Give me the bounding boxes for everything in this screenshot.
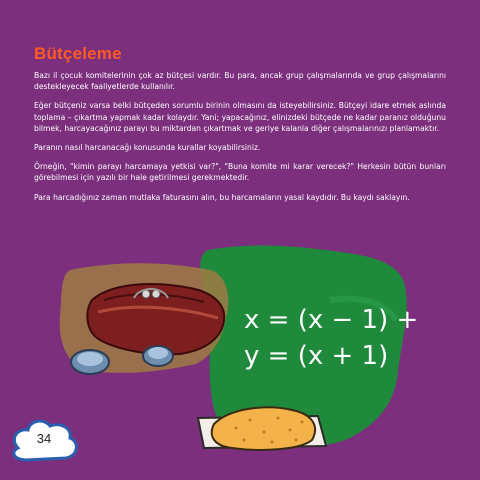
chalk-equation-2: y = (x + 1) (244, 341, 389, 371)
paragraph-2: Eğer bütçeniz varsa belki bütçeden sorumlu birinin olmasını da isteyebilirsiniz. Bütçeyi idare etmek aslında toplama – çıkartma yapmak kadar kolaydır. Yani; yapacağınız, elinizdeki bütçede ne kadar paranız olduğunu bilmek, harcayacağınız parayı bu miktardan çıkartmak ve geriye kalanla diğer çalışmalarınızı planlamaktır. (34, 101, 446, 133)
chalk-equation-1: x = (x − 1) + (244, 305, 419, 335)
coin-left (71, 350, 109, 374)
page-title: Bütçeleme (34, 44, 122, 63)
paragraph-4: Örneğin, "kimin parayı harcamaya yetkisi var?", "Buna komite mi karar verecek?" Herkesin bütün bunları görebilmesi için yazılı bir hale getirilmesi gerekmektedir. (34, 162, 446, 183)
page-number: 34 (36, 431, 52, 446)
paragraph-3: Paranın nasıl harcanacağı konusunda kurallar koyabilirsiniz. (34, 143, 261, 153)
paragraph-5: Para harcadığınız zaman mutlaka faturasını alın, bu harcamaların yasal kaydıdır. Bu kaydı saklayın. (34, 192, 410, 202)
paragraph-1: Bazı il çocuk komitelerinin çok az bütçesi vardır. Bu para, ancak grup çalışmalarında ve grup çalışmalarını destekleyecek faaliyetlerde kullanılır. (34, 71, 446, 92)
coin-right (143, 346, 173, 366)
